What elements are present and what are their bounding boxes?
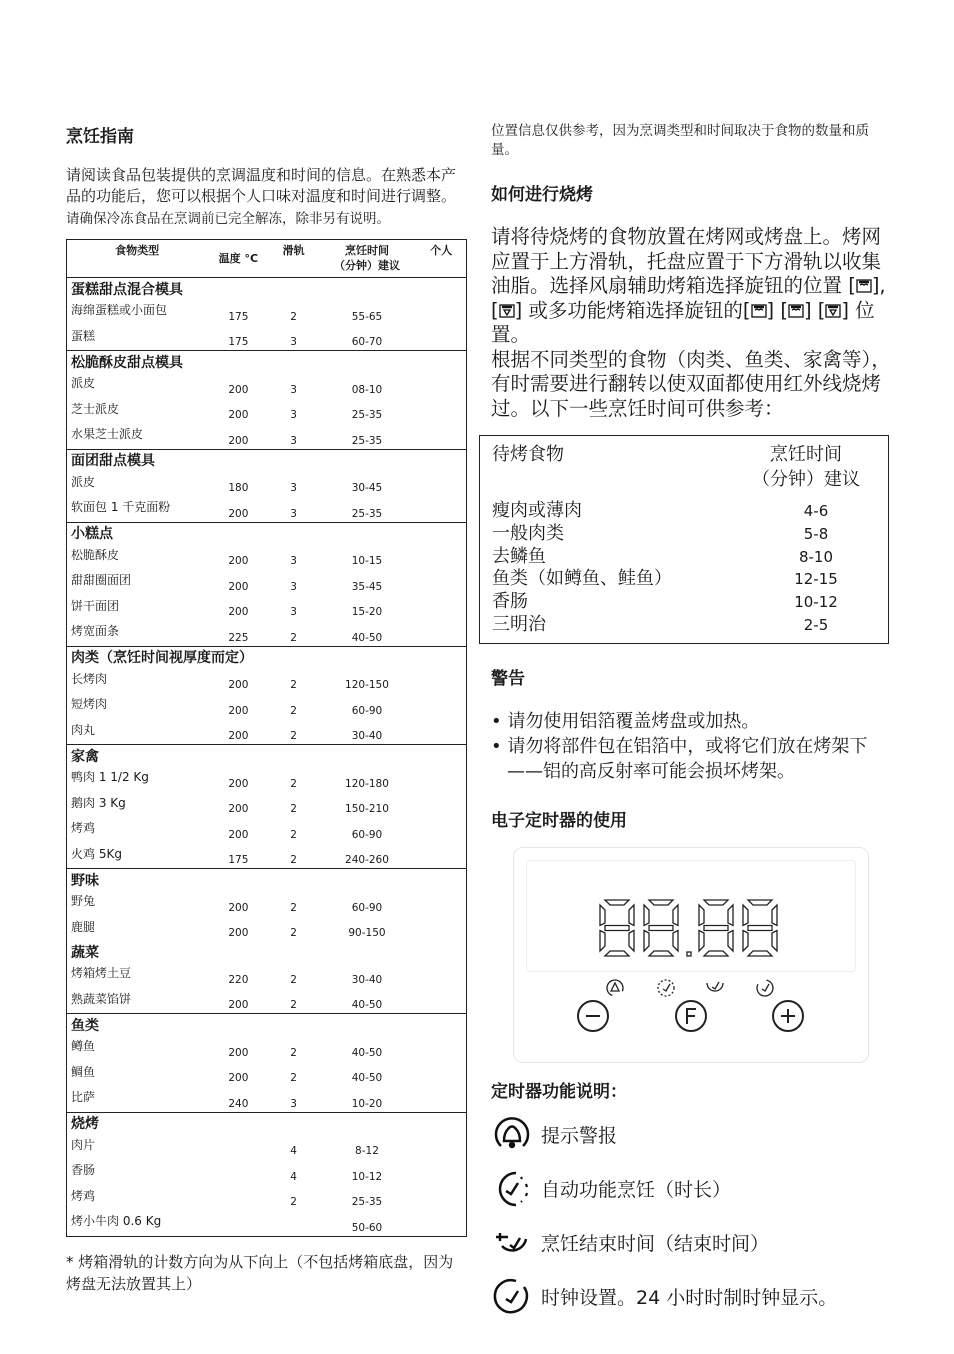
personal-note — [416, 693, 466, 719]
grill-row — [492, 591, 876, 614]
cook-time: 150-210 — [345, 803, 389, 815]
function-button[interactable] — [676, 1001, 706, 1031]
food-name: 派皮 — [71, 376, 96, 390]
food-name: 蛋糕 — [71, 328, 96, 343]
grill-symbol-icon — [751, 299, 767, 322]
grill-time: 4-6 — [803, 502, 829, 520]
cook-time: 08-10 — [351, 383, 383, 396]
temperature: 200 — [228, 1072, 249, 1084]
grill-food: 一般肉类 — [492, 522, 564, 544]
personal-note — [416, 325, 466, 351]
table-row — [67, 916, 467, 942]
cook-time: 60-90 — [351, 828, 383, 841]
table-row — [67, 299, 467, 325]
table-row — [67, 398, 467, 424]
category-name: 面团甜点模具 — [67, 449, 467, 471]
cooking-table-body — [67, 278, 467, 1237]
personal-note — [416, 916, 466, 942]
personal-note — [416, 595, 466, 621]
rail: 2 — [290, 901, 297, 914]
grill-food: 瘦肉或薄肉 — [492, 500, 582, 521]
food-name: 甜甜圈面团 — [71, 573, 132, 587]
category-name: 烧烤 — [67, 1112, 467, 1134]
decimal-point — [687, 952, 691, 956]
category-row — [67, 449, 467, 471]
cook-time: 10-20 — [351, 1097, 383, 1110]
rail: 2 — [290, 803, 297, 815]
grill-row — [492, 500, 876, 523]
category-name: 蔬菜 — [71, 944, 99, 961]
rail: 2 — [290, 927, 297, 939]
category-row — [67, 745, 467, 767]
timer-title: 电子定时器的使用 — [491, 810, 627, 831]
grill-time: 8-10 — [798, 547, 834, 566]
food-name: 松脆酥皮 — [71, 547, 120, 562]
personal-note — [416, 544, 466, 570]
personal-note — [416, 398, 466, 424]
timer-legend — [491, 1108, 891, 1324]
food-name: 烤箱烤土豆 — [71, 966, 132, 980]
rail: 3 — [290, 434, 297, 447]
category-name: 蛋糕甜点混合模具 — [71, 281, 183, 298]
grill-food: 去鳞鱼 — [492, 545, 546, 567]
personal-note — [416, 620, 466, 646]
rail: 2 — [290, 854, 297, 866]
personal-note — [416, 1035, 466, 1061]
personal-note — [416, 1134, 466, 1160]
table-row — [67, 496, 467, 522]
personal-note — [416, 766, 466, 792]
category-name: 野味 — [67, 869, 467, 891]
cook-time: 25-35 — [351, 1196, 383, 1208]
table-row — [67, 325, 467, 351]
grill-paragraph-2: 根据不同类型的食物（肉类、鱼类、家禽等），有时需要进行翻转以使双面都使用红外线烧烤过。以下一些烹饪时间可供参考： — [491, 347, 891, 420]
food-name: 烤小牛肉 0.6 Kg — [71, 1214, 162, 1228]
table-row — [67, 372, 467, 398]
grill-time: 5-8 — [803, 524, 829, 543]
rail: 3 — [290, 580, 297, 593]
personal-note — [416, 843, 466, 869]
personal-note — [416, 1185, 466, 1211]
cooking-table-header — [67, 240, 467, 278]
cooking-guide-title: 烹饪指南 — [66, 127, 134, 147]
legend-item-clock: 时钟设置。24 小时时制时钟显示。 — [491, 1270, 891, 1324]
rail: 2 — [290, 1046, 297, 1059]
cook-time: 35-45 — [351, 580, 383, 593]
table-row — [67, 792, 467, 818]
cook-time: 10-15 — [351, 555, 383, 567]
personal-note — [416, 1210, 466, 1236]
grill-row — [492, 546, 876, 569]
temperature: 200 — [228, 434, 249, 447]
personal-note — [416, 569, 466, 595]
temperature: 175 — [228, 854, 249, 866]
warning-item: • 请勿将部件包在铝箔中，或将它们放在烤架下——铝的高反射率可能会损坏烤架。 — [491, 735, 868, 782]
cook-time: 50-60 — [351, 1221, 383, 1234]
right-column — [491, 122, 891, 1324]
food-name: 肉丸 — [71, 722, 96, 737]
seven-segment-digit — [600, 900, 634, 956]
fan-grill-symbol-icon — [499, 299, 515, 322]
rail: 3 — [290, 409, 297, 421]
cook-time: 40-50 — [351, 1072, 383, 1084]
cook-time: 8-12 — [355, 1145, 379, 1157]
cook-time: 25-35 — [351, 434, 383, 447]
timer-panel — [513, 847, 869, 1063]
warning-item: • 请勿使用铝箔覆盖烤盘或加热。 — [491, 710, 760, 732]
personal-note — [416, 372, 466, 398]
temperature — [207, 1210, 269, 1236]
cook-time: 25-35 — [351, 507, 383, 520]
cook-time: 30-40 — [351, 730, 383, 742]
temperature: 200 — [228, 927, 249, 939]
cook-time: 30-45 — [351, 482, 383, 494]
category-name: 鱼类 — [67, 1014, 467, 1036]
fan-grill-symbol-icon — [825, 299, 841, 322]
food-name: 比萨 — [71, 1090, 96, 1104]
timer-panel-drawing — [514, 848, 868, 1062]
clock-indicator-icon — [756, 979, 775, 998]
temperature: 200 — [228, 1046, 249, 1059]
cook-time: 40-50 — [351, 999, 383, 1011]
temperature: 200 — [228, 828, 249, 841]
duration-icon — [491, 1168, 533, 1210]
category-row — [67, 1112, 467, 1134]
grill-header-food: 待烤食物 — [492, 444, 564, 465]
table-row — [67, 1035, 467, 1061]
intro-paragraph: 请阅读食品包装提供的烹调温度和时间的信息。在熟悉本产品的功能后，您可以根据个人口味对温度和时间进行调整。 — [66, 166, 457, 205]
table-row — [67, 766, 467, 792]
header-temperature: 温度 °C — [207, 240, 269, 278]
food-name: 烤宽面条 — [71, 624, 120, 638]
seven-segment-digit — [699, 900, 733, 956]
cook-time: 25-35 — [351, 409, 383, 421]
table-row — [67, 719, 467, 745]
category-row — [67, 869, 467, 891]
food-name: 香肠 — [71, 1163, 96, 1177]
table-row — [67, 890, 467, 916]
rail: 4 — [290, 1145, 297, 1157]
rail: 3 — [290, 507, 297, 520]
food-name: 鸭肉 1 1/2 Kg — [71, 770, 149, 784]
category-row — [67, 351, 467, 373]
grill-header-time: 烹饪时间 （分钟）建议 — [752, 444, 860, 490]
food-name: 鲷鱼 — [71, 1064, 96, 1079]
left-column — [66, 122, 468, 1295]
rail: 2 — [290, 631, 297, 644]
rail: 3 — [290, 383, 297, 396]
rail: 2 — [290, 999, 297, 1011]
personal-note — [416, 299, 466, 325]
header-cook-time: 烹饪时间 （分钟）建议 — [318, 240, 416, 278]
table-row — [67, 817, 467, 843]
cook-time: 120-180 — [345, 777, 389, 790]
grill-time: 2-5 — [803, 615, 829, 634]
temperature: 175 — [228, 310, 249, 323]
rail: 2 — [290, 973, 297, 986]
grill-time: 10-12 — [794, 593, 838, 612]
personal-note — [416, 792, 466, 818]
cook-time: 60-70 — [351, 336, 383, 348]
food-name: 鳟鱼 — [71, 1039, 96, 1053]
seven-segment-digit — [743, 900, 777, 956]
table-row — [67, 1210, 467, 1236]
bell-icon — [491, 1114, 533, 1156]
food-name: 肉片 — [71, 1137, 96, 1152]
category-name: 松脆酥皮甜点模具 — [67, 351, 467, 373]
grill-food: 香肠 — [492, 591, 528, 613]
plus-button[interactable] — [773, 1001, 803, 1031]
table-row — [67, 471, 467, 497]
temperature: 200 — [228, 580, 249, 593]
food-name: 软面包 1 千克面粉 — [71, 500, 171, 514]
temperature: 200 — [228, 555, 249, 567]
table-row — [67, 1159, 467, 1185]
temperature: 200 — [228, 704, 249, 717]
cook-time: 60-90 — [351, 704, 383, 717]
table-row — [67, 1185, 467, 1211]
temperature: 200 — [228, 679, 249, 691]
cook-time: 15-20 — [351, 606, 383, 618]
grill-food: 鱼类（如鳟鱼、鲑鱼） — [492, 568, 672, 590]
category-name: 肉类（烹饪时间视厚度而定） — [67, 646, 467, 668]
rail: 3 — [290, 336, 297, 348]
category-row — [67, 941, 467, 962]
cook-time: 60-90 — [351, 901, 383, 914]
warning-list — [491, 709, 891, 784]
food-name: 水果芝士派皮 — [71, 427, 144, 441]
food-name: 短烤肉 — [71, 697, 108, 711]
rail: 2 — [290, 828, 297, 841]
table-row — [67, 668, 467, 694]
legend-title: 定时器功能说明： — [491, 1081, 627, 1102]
personal-note — [416, 890, 466, 916]
table-row — [67, 693, 467, 719]
cook-time: 10-12 — [351, 1170, 383, 1183]
legend-item-end-time: 烹饪结束时间（结束时间） — [491, 1216, 891, 1270]
legend-item-duration: 自动功能烹饪（时长） — [491, 1162, 891, 1216]
category-row — [67, 1014, 467, 1036]
category-row — [67, 646, 467, 668]
temperature — [207, 1134, 269, 1160]
cooking-table — [66, 239, 467, 1237]
duration-indicator-icon — [658, 980, 674, 996]
rail: 3 — [290, 1097, 297, 1110]
temperature: 240 — [228, 1097, 249, 1110]
temperature: 200 — [228, 730, 249, 742]
rail: 2 — [290, 730, 297, 742]
grill-row — [492, 523, 876, 546]
temperature — [207, 1159, 269, 1185]
cook-time: 40-50 — [351, 631, 383, 644]
rail: 2 — [290, 704, 297, 717]
table-row — [67, 595, 467, 621]
food-name: 派皮 — [71, 474, 96, 489]
grill-time-table — [479, 435, 889, 644]
food-name: 海绵蛋糕或小面包 — [71, 303, 168, 317]
minus-button[interactable] — [578, 1001, 608, 1031]
table-row — [67, 962, 467, 988]
table-row — [67, 1061, 467, 1087]
table-row — [67, 544, 467, 570]
rail-footnote: * 烤箱滑轨的计数方向为从下向上（不包括烤箱底盘，因为烤盘无法放置其上） — [66, 1252, 454, 1293]
personal-note — [416, 423, 466, 449]
grill-row — [492, 614, 876, 637]
food-name: 熟蔬菜馅饼 — [71, 991, 132, 1006]
table-row — [67, 620, 467, 646]
cook-time: 40-50 — [351, 1046, 383, 1059]
cook-time: 120-150 — [345, 679, 389, 691]
category-name: 家禽 — [67, 745, 467, 767]
grill-food: 三明治 — [492, 613, 546, 635]
temperature: 220 — [228, 973, 249, 986]
grill-time: 12-15 — [794, 570, 838, 589]
clock-icon — [491, 1276, 533, 1318]
personal-note — [416, 719, 466, 745]
food-name: 烤鸡 — [71, 821, 96, 835]
cook-time: 90-150 — [348, 927, 386, 939]
personal-note — [416, 962, 466, 988]
header-rail: 滑轨 — [270, 240, 318, 278]
temperature: 200 — [228, 383, 249, 396]
temperature: 225 — [228, 631, 249, 644]
temperature: 200 — [228, 507, 249, 520]
grill-row — [492, 568, 876, 591]
temperature: 200 — [228, 409, 249, 421]
table-row — [67, 1086, 467, 1112]
food-name: 鹿腿 — [71, 919, 96, 934]
category-row — [67, 278, 467, 300]
personal-note — [416, 496, 466, 522]
rail: 2 — [290, 1072, 297, 1084]
food-name: 长烤肉 — [71, 671, 108, 686]
personal-note — [416, 471, 466, 497]
personal-note — [416, 1159, 466, 1185]
table-row — [67, 843, 467, 869]
food-name: 烤鸡 — [71, 1188, 96, 1203]
temperature: 200 — [228, 777, 249, 790]
grill-paragraph-1: 请将待烧烤的食物放置在烤网或烤盘上。烤网应置于上方滑轨，托盘应置于下方滑轨以收集油脂。选择风扇辅助烤箱选择旋钮的位置 [ ],[ ] 或多功能烤箱选择旋钮的[ ] [ ] [ ] 位置。 — [491, 225, 886, 346]
food-name: 火鸡 5Kg — [71, 846, 122, 861]
temperature — [207, 1185, 269, 1211]
end-time-indicator-icon — [707, 982, 723, 991]
frozen-note: 请确保冷冻食品在烹调前已完全解冻，除非另有说明。 — [66, 211, 390, 227]
table-row — [67, 569, 467, 595]
temperature: 200 — [228, 606, 249, 618]
rail: 2 — [290, 679, 297, 691]
header-food-type: 食物类型 — [67, 240, 208, 278]
table-row — [67, 988, 467, 1014]
personal-note — [416, 1061, 466, 1087]
legend-item-alarm: 提示警报 — [491, 1108, 891, 1162]
food-name: 野兔 — [71, 894, 96, 908]
warning-title: 警告 — [491, 668, 525, 689]
personal-note — [416, 988, 466, 1014]
seven-segment-digit — [644, 900, 678, 956]
temperature: 180 — [228, 482, 249, 494]
rail: 2 — [290, 777, 297, 790]
bell-indicator-icon — [605, 978, 626, 999]
rail: 3 — [290, 606, 297, 618]
temperature: 175 — [228, 336, 249, 348]
position-note: 位置信息仅供参考，因为烹调类型和时间取决于食物的数量和质量。 — [491, 123, 869, 158]
rail: 2 — [290, 1196, 297, 1208]
table-row — [67, 423, 467, 449]
grill-symbol-icon — [856, 274, 872, 297]
rail: 3 — [290, 555, 297, 567]
food-name: 芝士派皮 — [71, 401, 120, 416]
personal-note — [416, 668, 466, 694]
temperature: 200 — [228, 999, 249, 1011]
rail: 4 — [290, 1170, 297, 1183]
rail — [270, 1210, 318, 1236]
end-time-icon — [491, 1222, 533, 1264]
food-name: 饼干面团 — [71, 598, 120, 613]
personal-note — [416, 817, 466, 843]
category-name: 小糕点 — [67, 522, 467, 544]
rail: 2 — [290, 310, 297, 323]
food-name: 鹅肉 3 Kg — [71, 795, 126, 810]
grill-rows — [492, 500, 876, 637]
table-row — [67, 1134, 467, 1160]
rail: 3 — [290, 482, 297, 494]
temperature: 200 — [228, 901, 249, 914]
grill-symbol-icon — [788, 299, 804, 322]
temperature: 200 — [228, 803, 249, 815]
category-row — [67, 522, 467, 544]
timer-digits — [600, 900, 777, 956]
grill-title: 如何进行烧烤 — [491, 185, 593, 205]
header-personal: 个人 — [416, 240, 466, 278]
personal-note — [416, 1086, 466, 1112]
cook-time: 30-40 — [351, 973, 383, 986]
cook-time: 55-65 — [351, 310, 383, 323]
cook-time: 240-260 — [345, 854, 389, 866]
